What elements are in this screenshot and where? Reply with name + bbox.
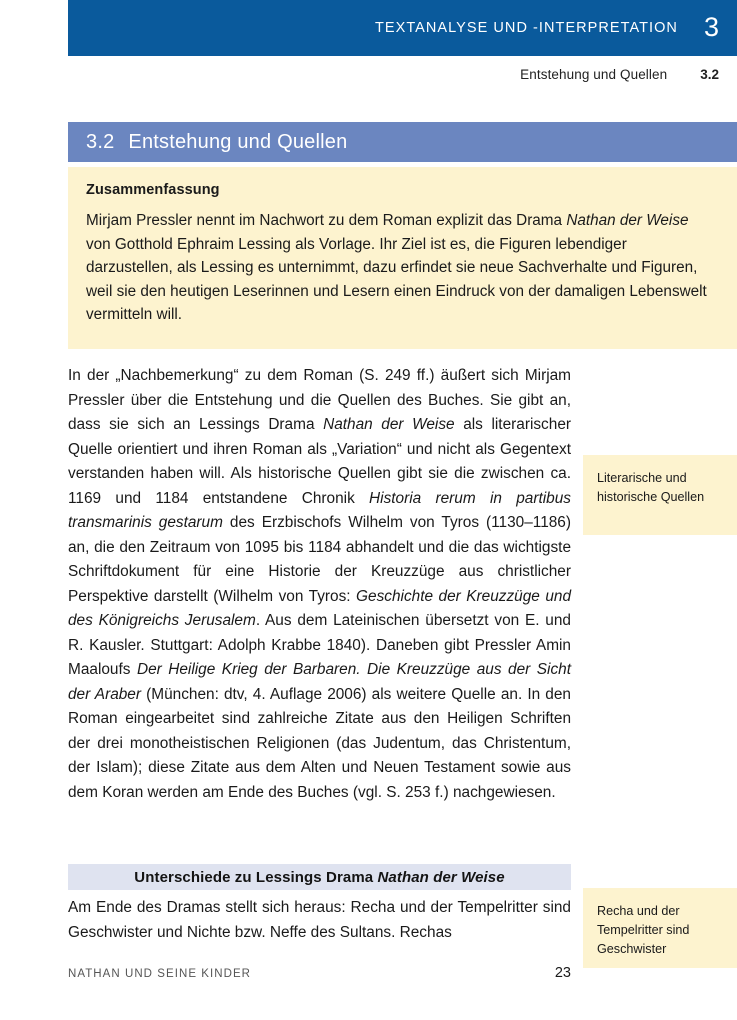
section-number: 3.2 bbox=[86, 130, 115, 153]
chapter-title: TEXTANALYSE UND -INTERPRETATION bbox=[374, 20, 678, 36]
body-seg-2-italic: Nathan der Weise bbox=[323, 416, 455, 433]
subsection-heading-italic: Nathan der Weise bbox=[377, 868, 505, 886]
summary-segment-1: Mirjam Pressler nennt im Nachwort zu dem Roman explizit das Drama bbox=[86, 212, 567, 229]
footer-page-number: 23 bbox=[554, 965, 571, 981]
body-seg-6-italic: Geschichte der Kreuzzüge und des Königreichs Jerusalem bbox=[68, 587, 572, 629]
chapter-number: 3 bbox=[703, 11, 719, 42]
body-seg-5: des Erzbischofs Wilhelm von Tyros (1130–1186) an, die den Zeitraum von 1095 bis 1184 abhandelt und die das wichtigste Schriftdokument für eine Historie der Kreuzzüge aus christlicher Perspektive darstellt (Wilhelm von Tyros: bbox=[68, 514, 571, 605]
subsection-heading-plain: Unterschiede zu Lessings Drama bbox=[134, 868, 378, 886]
body-seg-4-italic: Historia rerum in partibus transmarinis gestarum bbox=[68, 489, 571, 531]
summary-box bbox=[68, 167, 737, 349]
body-seg-1: In der „Nachbemerkung“ zu dem Roman (S. 249 ff.) äußert sich Mirjam Pressler über die Entstehung und die Quellen des Buches. Sie gibt an, dass sie sich an Lessings Drama bbox=[68, 367, 571, 433]
margin-note-literarische-quellen: Literarische und historische Quellen bbox=[583, 455, 737, 535]
running-header-subline bbox=[68, 62, 737, 86]
header-section-number: 3.2 bbox=[700, 66, 719, 82]
running-header-band bbox=[68, 0, 737, 56]
subsection-heading-text bbox=[134, 869, 504, 886]
footer-book-title: NATHAN UND SEINE KINDER bbox=[68, 968, 252, 980]
body-seg-9: (München: dtv, 4. Auflage 2006) als weitere Quelle an. In den Roman eingearbeitet sind zahlreiche Zitate aus den Heiligen Schriften der drei monotheistischen Religionen (das Judentum, das Christentum, der Islam); diese Zitate aus dem Alten und Neuen Testament sowie aus dem Koran werden am Ende des Buches (vgl. S. 253 f.) nachgewiesen. bbox=[68, 685, 571, 801]
body-seg-3: als literarischer Quelle orientiert und ihren Roman als „Variation“ und nicht als Gegentext verstanden haben will. Als historische Quellen gibt sie die zwischen ca. 1169 und 1184 entstandene Chronik bbox=[68, 416, 571, 507]
section-title-bar bbox=[68, 122, 737, 162]
subsection-heading-band bbox=[68, 864, 571, 890]
body-seg-7: . Aus dem Lateinischen übersetzt von E. und R. Kausler. Stuttgart: Adolph Krabbe 1840). Daneben gibt Pressler Amin Maaloufs bbox=[68, 612, 571, 678]
summary-heading: Zusammenfassung bbox=[86, 182, 220, 198]
page-footer bbox=[68, 965, 571, 981]
body-paragraph-1 bbox=[68, 364, 571, 805]
closing-paragraph: Am Ende des Dramas stellt sich heraus: Recha und der Tempelritter sind Geschwister und Nichte bzw. Neffe des Sultans. Rechas bbox=[68, 899, 571, 941]
margin-note-recha-tempelritter: Recha und der Tempelritter sind Geschwister bbox=[583, 888, 737, 968]
body-seg-8-italic: Der Heilige Krieg der Barbaren. Die Kreuzzüge aus der Sicht der Araber bbox=[68, 661, 571, 703]
section-title: Entstehung und Quellen bbox=[128, 130, 348, 153]
body-text-column bbox=[68, 364, 571, 805]
closing-text-column bbox=[68, 896, 571, 945]
summary-text bbox=[86, 209, 715, 327]
summary-segment-2: von Gotthold Ephraim Lessing als Vorlage. Ihr Ziel ist es, die Figuren lebendiger darzustellen, als Lessing es unternimmt, dazu erfindet sie neue Sachverhalte und Figuren, weil sie den heutigen Leserinnen und Lesern einen Eindruck von der damaligen Lebenswelt vermitteln will. bbox=[86, 235, 707, 323]
header-section-title: Entstehung und Quellen bbox=[520, 66, 668, 82]
summary-segment-italic: Nathan der Weise bbox=[566, 212, 689, 229]
